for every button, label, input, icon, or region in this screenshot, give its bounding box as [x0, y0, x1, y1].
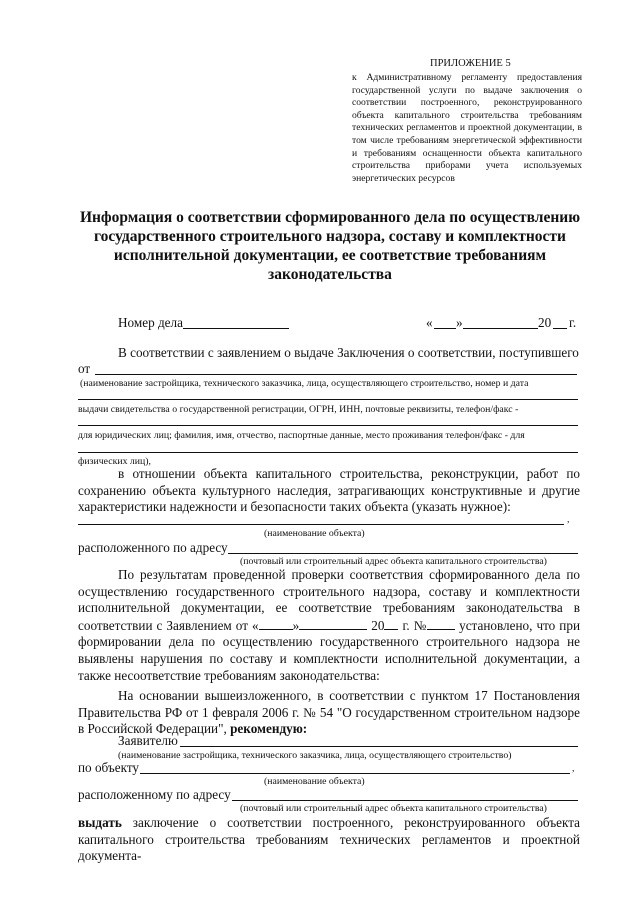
case-day-field[interactable] — [434, 328, 456, 329]
applicant-details-line-3[interactable] — [78, 452, 578, 453]
check-text-5: установлено, что при формировании дела по осуществлению государственного строительного надзора не выявлены нарушения по составу и комплектности исполнительной документации, а также несоответствие требованиям законодательства: — [78, 617, 581, 683]
statement-day-field[interactable] — [259, 617, 293, 630]
object-name-field[interactable] — [78, 524, 564, 525]
object-hint: (наименование объекта) — [264, 528, 365, 539]
check-text-3: 20 — [371, 617, 385, 633]
basis-recommend: рекомендую: — [230, 721, 308, 737]
check-text-1: По результатам проведенной проверки соответствия сформированного дела по осуществлению государственного строительного надзора, составу и комплектности исполнительной документации, ее соответствие требованиям законодательства в соответствии с Заявлением от « — [78, 567, 580, 633]
by-object-hint: (наименование объекта) — [264, 776, 365, 787]
intro-hint-4: физических лиц), — [78, 456, 152, 467]
statement-year-field[interactable] — [384, 617, 398, 630]
intro-hint-1: (наименование застройщика, технического заказчика, лица, осуществляющего строительство, номер и дата — [80, 378, 529, 389]
issue-paragraph — [78, 815, 580, 865]
address2-label: расположенному по адресу — [78, 787, 231, 802]
intro-line: В соответствии с заявлением о выдаче Заключения о соответствии, поступившего — [118, 345, 579, 360]
check-text-4: г. № — [402, 617, 428, 633]
statement-month-field[interactable] — [299, 617, 367, 630]
issue-bold: выдать — [78, 815, 122, 830]
appendix-title: ПРИЛОЖЕНИЕ 5 — [430, 58, 511, 69]
basis-text: На основании вышеизложенного, в соответствии с пунктом 17 Постановления Правительства РФ от 1 февраля 2006 г. № 54 "О государственном строительном надзоре в Российской Федерации", — [78, 688, 580, 737]
applicant-details-line-1[interactable] — [78, 399, 578, 400]
address2-hint: (почтовый или строительный адрес объекта капитального строительства) — [240, 803, 547, 814]
applicant-field[interactable] — [180, 746, 578, 747]
by-object-comma: , — [572, 763, 575, 774]
intro-from: от — [78, 361, 91, 376]
case-date-open: « — [426, 315, 433, 330]
address-label: расположенного по адресу — [78, 540, 228, 555]
applicant-hint: (наименование застройщика, технического заказчика, лица, осуществляющего строительство) — [118, 750, 512, 761]
appendix-text: к Административному регламенту предоставления государственной услуги по выдаче заключения о соответствии построенного, реконструированного объекта капитального строительства требованиям технических регламентов и проектной документации, в том числе требованиям энергетической эффективности и требованиям оснащенности объекта капитального строительства приборами учета используемых энергетических ресурсов — [352, 72, 582, 184]
basis-paragraph — [78, 688, 580, 738]
applicant-label: Заявителю — [118, 733, 178, 748]
applicant-from-field[interactable] — [95, 374, 577, 375]
applicant-details-line-2[interactable] — [78, 425, 578, 426]
object-paragraph: в отношении объекта капитального строительства, реконструкции, работ по сохранению объекта культурного наследия, затрагивающих конструктивные и другие характеристики надежности и безопасности таких объекта (указать нужное): — [78, 466, 580, 515]
object-address-field[interactable] — [228, 553, 578, 554]
case-year-field[interactable] — [553, 328, 567, 329]
address-hint: (почтовый или строительный адрес объекта капитального строительства) — [240, 556, 547, 567]
statement-number-field[interactable] — [427, 617, 455, 630]
case-year-suffix: г. — [569, 315, 577, 330]
issue-text: заключение о соответствии построенного, реконструированного объекта капитального строительства требованиям технических регламентов и проектной документа- — [78, 815, 580, 864]
intro-hint-3: для юридических лиц; фамилия, имя, отчество, паспортные данные, место проживания телефон/факс - для — [78, 430, 525, 441]
case-month-field[interactable] — [463, 328, 538, 329]
check-paragraph — [78, 567, 580, 684]
by-object-label: по объекту — [78, 760, 140, 775]
case-number-label: Номер дела — [118, 315, 183, 330]
intro-hint-2: выдачи свидетельства о государственной регистрации, ОГРН, ИНН, почтовые реквизиты, телефон/факс - — [78, 404, 519, 415]
check-text-2: » — [292, 617, 300, 633]
case-year-prefix: 20 — [538, 315, 552, 330]
case-date-mid: » — [456, 315, 463, 330]
address2-field[interactable] — [232, 800, 578, 801]
object-comma: , — [567, 514, 570, 525]
document-heading: Информация о соответствии сформированного дела по осуществлению государственного строительного надзора, составу и комплектности исполнительной документации, ее соответствие требованиям законодательства — [79, 209, 581, 283]
by-object-field[interactable] — [140, 773, 570, 774]
case-number-field[interactable] — [183, 328, 289, 329]
